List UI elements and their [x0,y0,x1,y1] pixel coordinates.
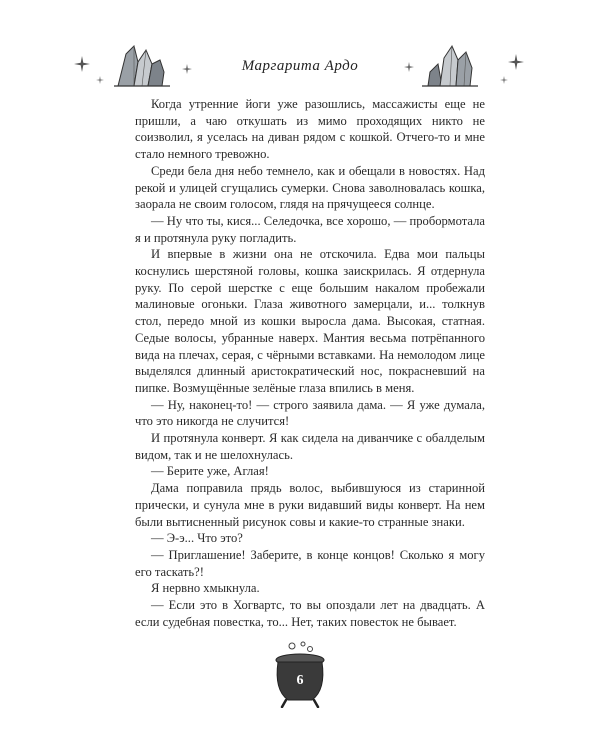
paragraph: И протянула конверт. Я как сидела на диванчике с обалделым видом, так и не шелохнулась. [135,431,485,462]
paragraph: И впервые в жизни она не отскочила. Едва мои пальцы коснулись шерстяной головы, кошка заискрилась. Я отдернула руку. По серой шерстке с еще большим накалом пробежали малиновые огоньки. Глаза животного замерцали, и... толкнув стол, передо мной из кошки выросла дама. Высокая, статная. Седые волосы, убранные наверх. Мантия весьма потрёпанного вида на плечах, серая, с чёрными вставками. На немолодом лице выделялся длинный аристократический нос, покрасневший на пипке. Возмущённые зелёные глаза впились в меня. [135,247,485,395]
body-text [135,96,485,631]
sparkle-icon [508,54,524,70]
page-footer [270,640,330,708]
paragraph: — Берите уже, Аглая! [151,464,269,479]
sparkle-icon [500,76,508,84]
book-author: Маргарита Ардо [241,58,359,74]
paragraph: Среди бела дня небо темнело, как и обещали в новостях. Над рекой и улицей сгущались сумерки. Снова заволновалась кошка, заорала не своим голосом, глядя на прячущееся солнце. [135,163,485,212]
paragraph: — Если это в Хогвартс, то вы опоздали лет на двадцать. А если судебная повестка, то... Нет, таких повесток не бывает. [135,598,485,629]
paragraph: — Ну что ты, кися... Селедочка, все хорошо, — пробормотала я и протянула руку погладить. [135,213,485,245]
page-number: 6 [296,673,304,688]
paragraph: — Приглашение! Заберите, в конце концов! Сколько я могу его таскать?! [135,547,485,579]
page-header [0,40,600,90]
paragraph: Дама поправила прядь волос, выбившуюся из старинной прически, и сунула мне в руки видавший виды конверт. На нем были вытисненный рисунок совы и какие-то странные знаки. [135,481,485,529]
paragraph: — Ну, наконец-то! — строго заявила дама. — Я уже думала, что это никогда не случится! [135,397,485,429]
paragraph: — Э-э... Что это? [151,531,243,546]
sparkle-icon [96,76,104,84]
crystal-icon [420,42,480,88]
paragraph: Когда утренние йоги уже разошлись, массажисты еще не пришли, а чаю откушать из мимо проходящих никто не соизволил, я уселась на диван рядом с кошкой. Отчего-то и мне стало немного тревожно. [135,97,485,162]
sparkle-icon [404,62,414,72]
paragraph: Я нервно хмыкнула. [151,581,260,596]
